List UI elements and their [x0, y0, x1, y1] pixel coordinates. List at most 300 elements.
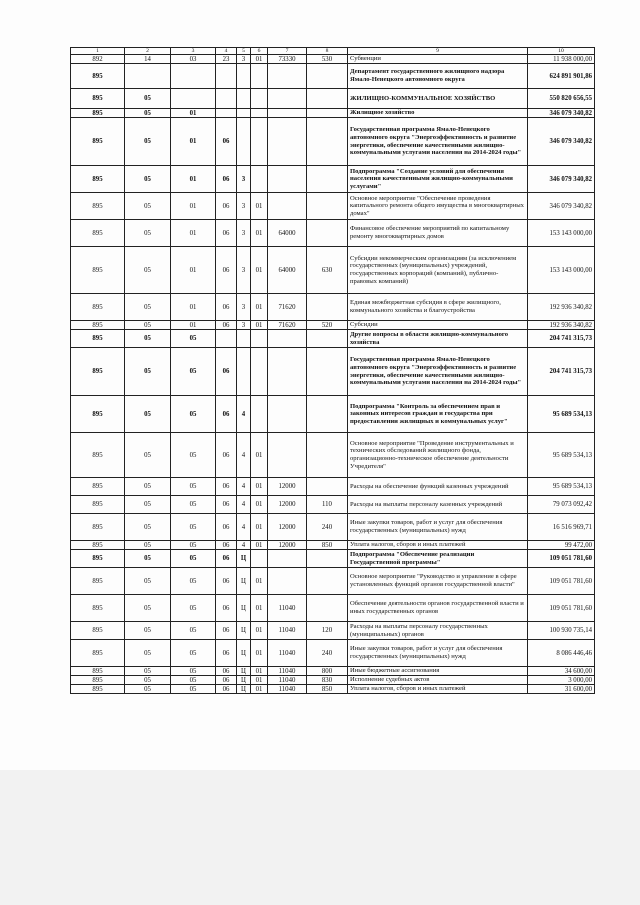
subsection-code: 05 — [171, 348, 216, 396]
program-code: 06 — [216, 348, 237, 396]
expense-type-code: 630 — [307, 247, 348, 294]
program-code: 06 — [216, 321, 237, 330]
table-row — [71, 541, 595, 550]
row-amount: 99 472,00 — [528, 541, 595, 550]
gr-code: 895 — [71, 685, 125, 694]
gr-code: 895 — [71, 433, 125, 478]
event-code: 01 — [251, 294, 268, 321]
section-code: 05 — [125, 193, 171, 220]
subsection-code: 01 — [171, 220, 216, 247]
scan-margin — [0, 770, 640, 905]
direction-code: 12000 — [268, 496, 307, 514]
row-description: Основное мероприятие "Проведение инструментальных и технических обследований жилищного фонда, организационно-техническое обеспечение деятельности Учредителя" — [348, 433, 528, 478]
gr-code: 892 — [71, 55, 125, 64]
section-code: 05 — [125, 294, 171, 321]
row-amount: 34 600,00 — [528, 667, 595, 676]
direction-code — [268, 193, 307, 220]
section-code: 05 — [125, 396, 171, 433]
section-code: 14 — [125, 55, 171, 64]
gr-code: 895 — [71, 541, 125, 550]
subsection-code — [171, 89, 216, 109]
table-row — [71, 348, 595, 396]
expense-type-code — [307, 118, 348, 166]
subprogram-code: Ц — [237, 685, 251, 694]
gr-code: 895 — [71, 514, 125, 541]
row-description: Иные закупки товаров, работ и услуг для обеспечения государственных (муниципальных) нужд — [348, 640, 528, 667]
row-description: Исполнение судебных актов — [348, 676, 528, 685]
subsection-code: 05 — [171, 496, 216, 514]
program-code: 06 — [216, 478, 237, 496]
subsection-code: 05 — [171, 433, 216, 478]
table-row — [71, 64, 595, 89]
direction-code — [268, 396, 307, 433]
expense-type-code: 850 — [307, 685, 348, 694]
row-description: Субсидии некоммерческим организациям (за исключением государственных (муниципальных) учреждений, государственных корпораций (компаний), публично-правовых компаний) — [348, 247, 528, 294]
row-description: Жилищное хозяйство — [348, 109, 528, 118]
direction-code — [268, 550, 307, 568]
direction-code — [268, 330, 307, 348]
gr-code: 895 — [71, 676, 125, 685]
expense-type-code — [307, 64, 348, 89]
section-code: 05 — [125, 568, 171, 595]
subprogram-code: 4 — [237, 541, 251, 550]
event-code — [251, 550, 268, 568]
expense-type-code — [307, 294, 348, 321]
direction-code: 11040 — [268, 640, 307, 667]
row-description: ЖИЛИЩНО-КОММУНАЛЬНОЕ ХОЗЯЙСТВО — [348, 89, 528, 109]
gr-code: 895 — [71, 193, 125, 220]
table-row — [71, 640, 595, 667]
subsection-code: 05 — [171, 514, 216, 541]
table-row — [71, 55, 595, 64]
expense-type-code — [307, 89, 348, 109]
subsection-code: 05 — [171, 541, 216, 550]
subprogram-code: 4 — [237, 478, 251, 496]
table-row — [71, 330, 595, 348]
column-number-row — [71, 48, 595, 55]
direction-code: 64000 — [268, 220, 307, 247]
row-amount: 204 741 315,73 — [528, 330, 595, 348]
gr-code: 895 — [71, 294, 125, 321]
subsection-code: 05 — [171, 550, 216, 568]
column-header: 3 — [171, 48, 216, 55]
subprogram-code — [237, 330, 251, 348]
section-code: 05 — [125, 496, 171, 514]
program-code — [216, 89, 237, 109]
subprogram-code: 4 — [237, 496, 251, 514]
gr-code: 895 — [71, 89, 125, 109]
table-row — [71, 568, 595, 595]
subsection-code: 01 — [171, 109, 216, 118]
table-row — [71, 433, 595, 478]
expense-type-code: 240 — [307, 640, 348, 667]
expense-type-code — [307, 193, 348, 220]
subsection-code: 01 — [171, 294, 216, 321]
subprogram-code: Ц — [237, 550, 251, 568]
direction-code — [268, 118, 307, 166]
subprogram-code: 3 — [237, 166, 251, 193]
section-code: 05 — [125, 478, 171, 496]
expense-type-code: 800 — [307, 667, 348, 676]
section-code: 05 — [125, 321, 171, 330]
subprogram-code: 3 — [237, 220, 251, 247]
expense-type-code — [307, 396, 348, 433]
section-code: 05 — [125, 89, 171, 109]
event-code: 01 — [251, 595, 268, 622]
subprogram-code: Ц — [237, 667, 251, 676]
row-description: Основное мероприятие "Руководство и управление в сфере установленных функций органов государственной власти" — [348, 568, 528, 595]
subsection-code: 05 — [171, 396, 216, 433]
subprogram-code: 3 — [237, 294, 251, 321]
section-code: 05 — [125, 514, 171, 541]
subsection-code: 01 — [171, 247, 216, 294]
section-code: 05 — [125, 640, 171, 667]
subprogram-code: 3 — [237, 247, 251, 294]
row-amount: 346 079 340,82 — [528, 109, 595, 118]
direction-code: 71620 — [268, 321, 307, 330]
row-amount: 79 073 092,42 — [528, 496, 595, 514]
subsection-code — [171, 64, 216, 89]
table-row — [71, 193, 595, 220]
direction-code — [268, 568, 307, 595]
row-amount: 346 079 340,82 — [528, 166, 595, 193]
program-code: 06 — [216, 622, 237, 640]
subprogram-code: 4 — [237, 514, 251, 541]
table-row — [71, 676, 595, 685]
event-code: 01 — [251, 496, 268, 514]
section-code: 05 — [125, 166, 171, 193]
direction-code — [268, 64, 307, 89]
expense-type-code — [307, 220, 348, 247]
program-code: 06 — [216, 685, 237, 694]
expense-type-code: 850 — [307, 541, 348, 550]
row-amount: 192 936 340,82 — [528, 321, 595, 330]
row-amount: 31 600,00 — [528, 685, 595, 694]
event-code — [251, 348, 268, 396]
section-code: 05 — [125, 541, 171, 550]
row-description: Расходы на выплаты персоналу казенных учреждений — [348, 496, 528, 514]
table-row — [71, 496, 595, 514]
expense-type-code: 120 — [307, 622, 348, 640]
direction-code — [268, 109, 307, 118]
direction-code: 11040 — [268, 595, 307, 622]
event-code: 01 — [251, 622, 268, 640]
subsection-code: 05 — [171, 685, 216, 694]
section-code — [125, 64, 171, 89]
table-row — [71, 166, 595, 193]
event-code: 01 — [251, 676, 268, 685]
event-code: 01 — [251, 433, 268, 478]
row-amount: 100 930 735,14 — [528, 622, 595, 640]
row-description: Обеспечение деятельности органов государственной власти и иных государственных органов — [348, 595, 528, 622]
row-description: Уплата налогов, сборов и иных платежей — [348, 541, 528, 550]
subsection-code: 05 — [171, 568, 216, 595]
event-code: 01 — [251, 514, 268, 541]
gr-code: 895 — [71, 118, 125, 166]
gr-code: 895 — [71, 478, 125, 496]
column-header: 10 — [528, 48, 595, 55]
table-row — [71, 321, 595, 330]
direction-code: 12000 — [268, 478, 307, 496]
section-code: 05 — [125, 685, 171, 694]
row-description: Подпрограмма "Обеспечение реализации Государственной программы" — [348, 550, 528, 568]
subprogram-code — [237, 89, 251, 109]
subprogram-code: Ц — [237, 676, 251, 685]
direction-code: 12000 — [268, 541, 307, 550]
event-code — [251, 166, 268, 193]
expense-type-code — [307, 109, 348, 118]
section-code: 05 — [125, 118, 171, 166]
program-code — [216, 64, 237, 89]
expense-type-code: 520 — [307, 321, 348, 330]
subsection-code: 01 — [171, 321, 216, 330]
direction-code — [268, 166, 307, 193]
row-description: Иные бюджетные ассигнования — [348, 667, 528, 676]
program-code: 06 — [216, 640, 237, 667]
gr-code: 895 — [71, 166, 125, 193]
row-description: Расходы на обеспечение функций казенных учреждений — [348, 478, 528, 496]
row-description: Подпрограмма "Создание условий для обеспечения населения качественными жилищно-коммунальными услугами" — [348, 166, 528, 193]
expense-type-code — [307, 330, 348, 348]
program-code: 06 — [216, 118, 237, 166]
direction-code — [268, 348, 307, 396]
table-row — [71, 685, 595, 694]
section-code: 05 — [125, 348, 171, 396]
subprogram-code — [237, 118, 251, 166]
table-row — [71, 667, 595, 676]
event-code: 01 — [251, 685, 268, 694]
subsection-code: 05 — [171, 595, 216, 622]
subprogram-code: Ц — [237, 622, 251, 640]
table-row — [71, 294, 595, 321]
direction-code: 64000 — [268, 247, 307, 294]
row-amount: 11 938 000,00 — [528, 55, 595, 64]
event-code — [251, 109, 268, 118]
gr-code: 895 — [71, 396, 125, 433]
gr-code: 895 — [71, 330, 125, 348]
event-code — [251, 89, 268, 109]
row-description: Субвенции — [348, 55, 528, 64]
direction-code: 11040 — [268, 676, 307, 685]
row-description: Расходы на выплаты персоналу государственных (муниципальных) органов — [348, 622, 528, 640]
table-row — [71, 247, 595, 294]
column-header: 4 — [216, 48, 237, 55]
program-code: 06 — [216, 514, 237, 541]
event-code: 01 — [251, 640, 268, 667]
direction-code: 73330 — [268, 55, 307, 64]
event-code — [251, 64, 268, 89]
gr-code: 895 — [71, 550, 125, 568]
subprogram-code: 4 — [237, 396, 251, 433]
row-amount: 153 143 000,00 — [528, 247, 595, 294]
event-code — [251, 396, 268, 433]
expense-type-code — [307, 166, 348, 193]
column-header: 5 — [237, 48, 251, 55]
direction-code: 71620 — [268, 294, 307, 321]
expense-type-code: 530 — [307, 55, 348, 64]
row-description: Департамент государственного жилищного надзора Ямало-Ненецкого автономного округа — [348, 64, 528, 89]
row-amount: 346 079 340,82 — [528, 118, 595, 166]
row-amount: 95 689 534,13 — [528, 478, 595, 496]
program-code: 06 — [216, 667, 237, 676]
row-amount: 109 051 781,60 — [528, 550, 595, 568]
table-row — [71, 89, 595, 109]
program-code: 06 — [216, 247, 237, 294]
row-amount: 109 051 781,60 — [528, 595, 595, 622]
program-code: 06 — [216, 294, 237, 321]
row-description: Основное мероприятие "Обеспечение проведения капитального ремонта общего имущества в многоквартирных домах" — [348, 193, 528, 220]
expense-type-code: 110 — [307, 496, 348, 514]
event-code: 01 — [251, 667, 268, 676]
subprogram-code: 3 — [237, 193, 251, 220]
subsection-code: 05 — [171, 478, 216, 496]
program-code: 06 — [216, 433, 237, 478]
program-code: 06 — [216, 568, 237, 595]
row-description: Финансовое обеспечение мероприятий по капитальному ремонту многоквартирных домов — [348, 220, 528, 247]
event-code: 01 — [251, 321, 268, 330]
table-row — [71, 514, 595, 541]
table-row — [71, 550, 595, 568]
subprogram-code — [237, 348, 251, 396]
event-code: 01 — [251, 478, 268, 496]
column-header: 9 — [348, 48, 528, 55]
expense-type-code: 830 — [307, 676, 348, 685]
row-description: Государственная программа Ямало-Ненецкого автономного округа "Энергоэффективность и развитие энергетики, обеспечение качественными жилищно-коммунальными услугами населения на 2014-2024 годы" — [348, 348, 528, 396]
table-body — [71, 48, 595, 694]
subprogram-code: 4 — [237, 433, 251, 478]
section-code: 05 — [125, 676, 171, 685]
gr-code: 895 — [71, 568, 125, 595]
subprogram-code: 3 — [237, 55, 251, 64]
row-amount: 346 079 340,82 — [528, 193, 595, 220]
subsection-code: 01 — [171, 193, 216, 220]
subsection-code: 01 — [171, 166, 216, 193]
expense-type-code — [307, 595, 348, 622]
gr-code: 895 — [71, 496, 125, 514]
row-description: Иные закупки товаров, работ и услуг для обеспечения государственных (муниципальных) нужд — [348, 514, 528, 541]
expense-type-code — [307, 568, 348, 595]
column-header: 6 — [251, 48, 268, 55]
row-amount: 192 936 340,82 — [528, 294, 595, 321]
direction-code: 11040 — [268, 685, 307, 694]
gr-code: 895 — [71, 595, 125, 622]
column-header: 7 — [268, 48, 307, 55]
budget-table — [70, 47, 595, 694]
program-code: 06 — [216, 496, 237, 514]
gr-code: 895 — [71, 640, 125, 667]
event-code: 01 — [251, 55, 268, 64]
subsection-code: 05 — [171, 676, 216, 685]
row-amount: 95 689 534,13 — [528, 433, 595, 478]
program-code: 06 — [216, 193, 237, 220]
subsection-code: 05 — [171, 640, 216, 667]
gr-code: 895 — [71, 64, 125, 89]
expense-type-code — [307, 550, 348, 568]
section-code: 05 — [125, 667, 171, 676]
subprogram-code — [237, 109, 251, 118]
expense-type-code — [307, 348, 348, 396]
row-amount: 16 516 969,71 — [528, 514, 595, 541]
section-code: 05 — [125, 595, 171, 622]
subprogram-code: Ц — [237, 595, 251, 622]
program-code: 06 — [216, 220, 237, 247]
program-code: 23 — [216, 55, 237, 64]
row-description: Подпрограмма "Контроль за обеспечением прав и законных интересов граждан и государства при предоставлении жилищных и коммунальных услуг" — [348, 396, 528, 433]
section-code: 05 — [125, 550, 171, 568]
row-amount: 624 891 901,86 — [528, 64, 595, 89]
event-code: 01 — [251, 541, 268, 550]
program-code: 06 — [216, 595, 237, 622]
event-code — [251, 118, 268, 166]
gr-code: 895 — [71, 667, 125, 676]
column-header: 8 — [307, 48, 348, 55]
row-amount: 109 051 781,60 — [528, 568, 595, 595]
column-header: 1 — [71, 48, 125, 55]
event-code: 01 — [251, 220, 268, 247]
program-code: 06 — [216, 676, 237, 685]
expense-type-code: 240 — [307, 514, 348, 541]
program-code: 06 — [216, 396, 237, 433]
direction-code — [268, 433, 307, 478]
event-code: 01 — [251, 568, 268, 595]
section-code: 05 — [125, 220, 171, 247]
program-code — [216, 109, 237, 118]
subprogram-code — [237, 64, 251, 89]
section-code: 05 — [125, 109, 171, 118]
gr-code: 895 — [71, 220, 125, 247]
table-row — [71, 220, 595, 247]
table-row — [71, 478, 595, 496]
row-description: Государственная программа Ямало-Ненецкого автономного округа "Энергоэффективность и развитие энергетики, обеспечение качественными жилищно-коммунальными услугами населения на 2014-2024 годы" — [348, 118, 528, 166]
table-row — [71, 118, 595, 166]
row-amount: 153 143 000,00 — [528, 220, 595, 247]
table-row — [71, 109, 595, 118]
subprogram-code: Ц — [237, 568, 251, 595]
row-description: Субсидии — [348, 321, 528, 330]
row-description: Единая межбюджетная субсидия в сфере жилищного, коммунального хозяйства и благоустройства — [348, 294, 528, 321]
table-row — [71, 622, 595, 640]
column-header: 2 — [125, 48, 171, 55]
section-code: 05 — [125, 330, 171, 348]
program-code: 06 — [216, 166, 237, 193]
gr-code: 895 — [71, 348, 125, 396]
subsection-code: 03 — [171, 55, 216, 64]
row-amount: 95 689 534,13 — [528, 396, 595, 433]
section-code: 05 — [125, 433, 171, 478]
direction-code: 12000 — [268, 514, 307, 541]
subsection-code: 05 — [171, 622, 216, 640]
event-code — [251, 330, 268, 348]
subsection-code: 05 — [171, 667, 216, 676]
gr-code: 895 — [71, 321, 125, 330]
expense-type-code — [307, 433, 348, 478]
event-code: 01 — [251, 247, 268, 294]
table-row — [71, 595, 595, 622]
gr-code: 895 — [71, 622, 125, 640]
section-code: 05 — [125, 622, 171, 640]
row-description: Другие вопросы в области жилищно-коммунального хозяйства — [348, 330, 528, 348]
direction-code: 11040 — [268, 667, 307, 676]
row-amount: 8 086 446,46 — [528, 640, 595, 667]
program-code: 06 — [216, 541, 237, 550]
subsection-code: 01 — [171, 118, 216, 166]
program-code — [216, 330, 237, 348]
gr-code: 895 — [71, 109, 125, 118]
subprogram-code: 3 — [237, 321, 251, 330]
expense-type-code — [307, 478, 348, 496]
program-code: 06 — [216, 550, 237, 568]
event-code: 01 — [251, 193, 268, 220]
